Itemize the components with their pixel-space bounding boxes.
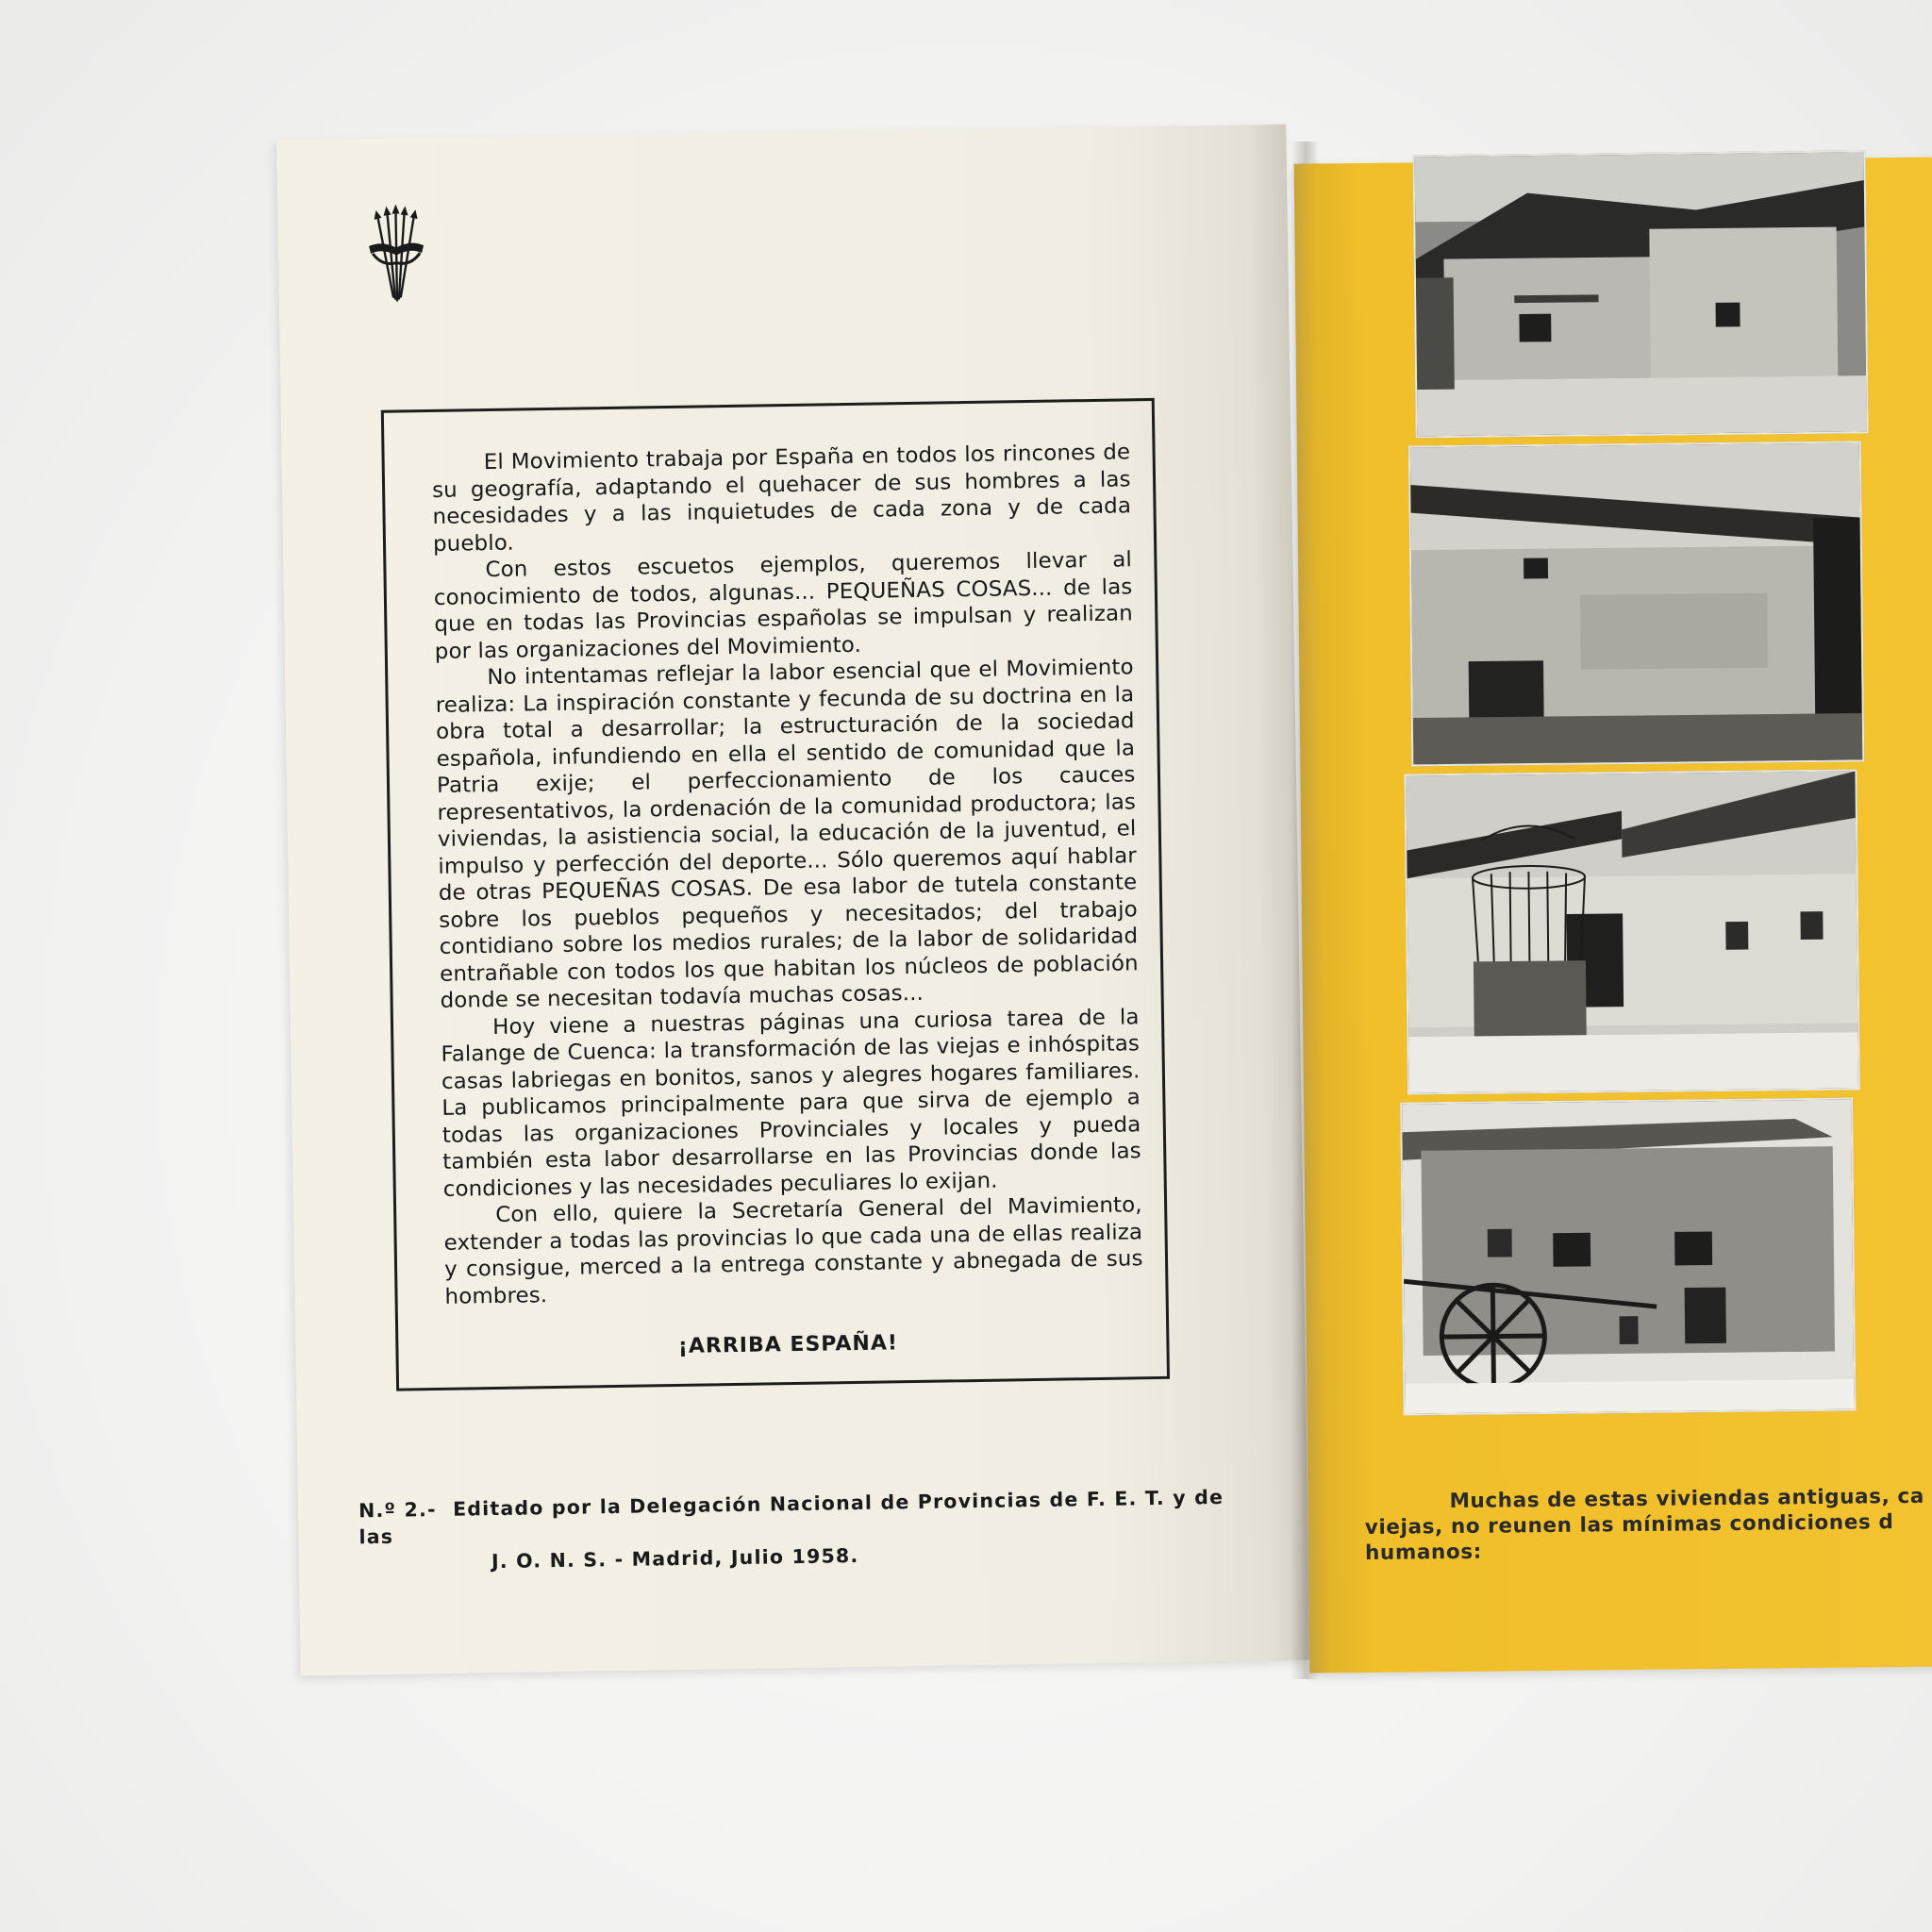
house-photo-1 — [1413, 150, 1869, 438]
issue-number: N.º 2.- — [358, 1498, 437, 1523]
paragraph-2: Con estos escuetos ejemplos, queremos llevar al conocimiento de todos, algunas... PEQUEÑAS COSAS... de las que en todas las Provincias españolas se impulsan y realizan por las organizaciones del Movimiento. — [433, 547, 1133, 664]
left-page — [276, 125, 1309, 1676]
colophon-line-1: Editado por la Delegación Nacional de Provincias de F. E. T. y de las — [358, 1485, 1224, 1549]
closing-slogan: ¡ARRIBA ESPAÑA! — [677, 1331, 899, 1358]
paragraph-3: No intentamas reflejar la labor esencial que el Movimiento realiza: La inspiración constante y fecunda de su doctrina en la obra total a desarrollar; la estructuración de la sociedad española, infundiendo en ella el sentido de comunidad que la Patria exije; el perfeccionamiento de los cauces representativos, la ordenación de la comunidad productora; las viviendas, la asistiencia social, la educación de la juventud, el impulso y perfección del deporte... Sólo queremos aquí hablar de otras PEQUEÑAS COSAS. De esa labor de tutela constante sobre los pueblos pequeños y necesitados; del trabajo contidiano sobre los medios rurales; de la labor de solidaridad entrañable con todos los que habitan los núcleos de población donde se necesitan todavía muchas cosas... — [435, 655, 1139, 1013]
photo-caption — [1364, 1483, 1932, 1566]
colophon — [358, 1483, 1265, 1576]
house-photo-4-with-cart — [1400, 1098, 1856, 1416]
house-photo-3-with-well — [1404, 769, 1860, 1094]
paragraph-5: Con ello, quiere la Secretaría General del Mavimiento, extender a todas las provincias lo que cada una de ellas realiza y consigue, merced a la entrega constante y abnegada de sus hombres. — [443, 1192, 1143, 1309]
right-page — [1294, 157, 1932, 1673]
intro-text-frame — [381, 398, 1170, 1391]
caption-line-1: Muchas de estas viviendas antiguas, ca — [1449, 1484, 1925, 1514]
colophon-line-2: J. O. N. S. - Madrid, Julio 1958. — [491, 1543, 859, 1574]
paragraph-1: El Movimiento trabaja por España en todos los rincones de su geografía, adaptando el quehacer de sus hombres a las necesidades y a las inquietudes de cada zona y de cada pueblo. — [431, 440, 1132, 557]
caption-line-2: viejas, no reunen las mínimas condiciones d — [1364, 1510, 1894, 1541]
house-photo-2 — [1408, 441, 1865, 766]
photo-stack — [1385, 158, 1871, 1474]
caption-line-3: humanos: — [1364, 1540, 1482, 1565]
yoke-and-arrows-emblem-icon — [362, 204, 430, 308]
paragraph-4: Hoy viene a nuestras páginas una curiosa tarea de la Falange de Cuenca: la transformación de las viejas e inhóspitas casas labriegas en bonitos, sanos y alegres hogares familiares. La publicamos principalmente para que sirva de ejemplo a todas las organizaciones Provinciales y locales y pueda también esta labor desarrollarse en las Provincias donde las condiciones y las necesidades peculiares lo exijan. — [441, 1004, 1141, 1202]
